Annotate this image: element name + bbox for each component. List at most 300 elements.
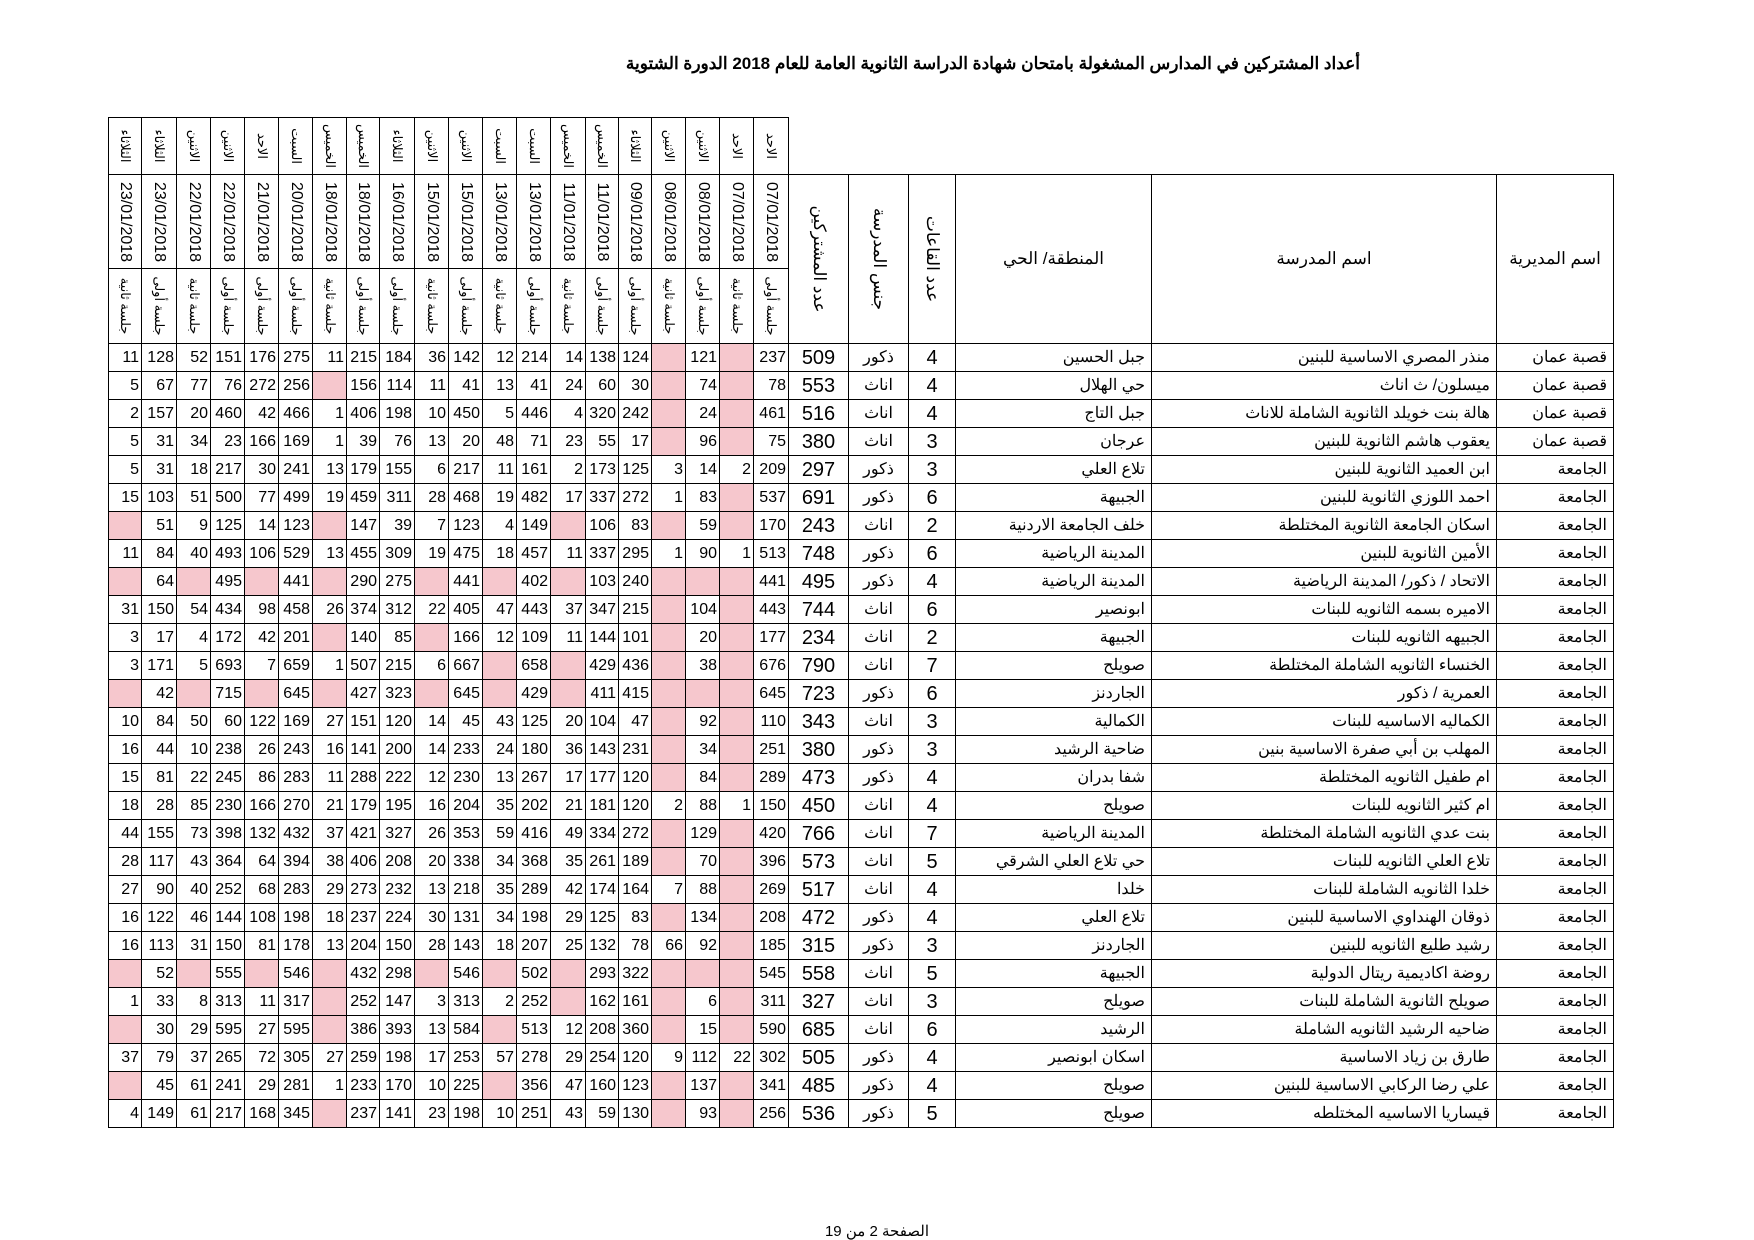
count-cell	[415, 680, 449, 708]
count-cell: 103	[142, 484, 177, 512]
count-cell: 289	[517, 876, 551, 904]
count-cell: 147	[380, 988, 415, 1016]
count-cell: 149	[517, 512, 551, 540]
participants-cell: 343	[789, 708, 849, 736]
count-cell	[415, 568, 449, 596]
count-cell: 398	[211, 820, 245, 848]
participants-cell: 790	[789, 652, 849, 680]
count-cell: 76	[380, 428, 415, 456]
count-cell	[720, 484, 754, 512]
count-cell: 311	[754, 988, 789, 1016]
count-cell: 43	[551, 1100, 586, 1128]
count-cell: 47	[619, 708, 652, 736]
participants-cell: 380	[789, 428, 849, 456]
count-cell: 215	[619, 596, 652, 624]
count-cell: 251	[517, 1100, 551, 1128]
count-cell: 125	[619, 456, 652, 484]
date-header	[754, 175, 789, 269]
count-cell	[720, 568, 754, 596]
gender-cell: ذكور	[849, 484, 909, 512]
school-cell: المهلب بن أبي صفرة الاساسية بنين	[1152, 736, 1497, 764]
count-cell: 11	[313, 764, 347, 792]
date-header	[586, 175, 619, 269]
session-header-text: جلسة ثانية	[561, 277, 576, 335]
count-cell: 243	[279, 736, 313, 764]
count-cell	[652, 988, 686, 1016]
date-header-text: 13/01/2018	[525, 181, 543, 262]
count-cell: 169	[279, 708, 313, 736]
count-cell: 101	[619, 624, 652, 652]
table-row	[109, 428, 1614, 456]
count-cell: 85	[177, 792, 211, 820]
count-cell: 60	[211, 708, 245, 736]
date-header	[686, 175, 720, 269]
participants-cell: 573	[789, 848, 849, 876]
day-header	[619, 118, 652, 175]
gender-cell: ذكور	[849, 1100, 909, 1128]
count-cell: 360	[619, 1016, 652, 1044]
count-cell: 55	[586, 428, 619, 456]
count-cell: 41	[517, 372, 551, 400]
count-cell: 259	[347, 1044, 380, 1072]
count-cell: 11	[415, 372, 449, 400]
date-header-text: 22/01/2018	[219, 181, 237, 262]
table-row	[109, 736, 1614, 764]
day-header	[449, 118, 483, 175]
session-header	[551, 269, 586, 344]
count-cell: 106	[586, 512, 619, 540]
count-cell: 237	[347, 904, 380, 932]
school-cell: طارق بن زياد الاساسية	[1152, 1044, 1497, 1072]
count-cell: 237	[754, 344, 789, 372]
count-cell: 29	[177, 1016, 211, 1044]
count-cell: 144	[586, 624, 619, 652]
gender-cell: اناث	[849, 624, 909, 652]
session-header-text: جلسة ثانية	[322, 277, 338, 335]
directorate-cell: الجامعة	[1497, 736, 1614, 764]
count-cell: 475	[449, 540, 483, 568]
count-cell: 441	[279, 568, 313, 596]
gender-cell: اناث	[849, 1016, 909, 1044]
day-header	[313, 118, 347, 175]
count-cell	[720, 1016, 754, 1044]
school-cell: الأمين الثانوية للبنين	[1152, 540, 1497, 568]
session-header	[313, 269, 347, 344]
count-cell: 24	[551, 372, 586, 400]
count-cell: 241	[211, 1072, 245, 1100]
count-cell: 429	[517, 680, 551, 708]
count-cell: 121	[686, 344, 720, 372]
count-cell: 302	[754, 1044, 789, 1072]
date-header-text: 13/01/2018	[491, 181, 509, 262]
participants-cell: 553	[789, 372, 849, 400]
count-cell: 198	[380, 400, 415, 428]
count-cell: 676	[754, 652, 789, 680]
school-cell: ضاحيه الرشيد الثانويه الشاملة	[1152, 1016, 1497, 1044]
count-cell: 545	[754, 960, 789, 988]
count-cell: 341	[754, 1072, 789, 1100]
directorate-cell: الجامعة	[1497, 904, 1614, 932]
day-header	[551, 118, 586, 175]
date-header-text: 09/01/2018	[627, 181, 644, 262]
count-cell	[720, 652, 754, 680]
count-cell: 92	[686, 708, 720, 736]
count-cell: 12	[415, 764, 449, 792]
area-cell: المدينة الرياضية	[956, 820, 1152, 848]
count-cell: 443	[754, 596, 789, 624]
session-header-text: جلسة ثانية	[118, 277, 133, 335]
participants-cell: 380	[789, 736, 849, 764]
table-row	[109, 512, 1614, 540]
count-cell: 124	[619, 344, 652, 372]
count-cell: 290	[347, 568, 380, 596]
count-cell: 320	[586, 400, 619, 428]
table-row	[109, 708, 1614, 736]
gender-header	[849, 175, 909, 344]
count-cell: 254	[586, 1044, 619, 1072]
day-header-text: الثلاثاء	[118, 129, 133, 163]
count-cell: 237	[347, 1100, 380, 1128]
directorate-cell: الجامعة	[1497, 792, 1614, 820]
count-cell: 185	[754, 932, 789, 960]
count-cell: 161	[517, 456, 551, 484]
count-cell: 298	[380, 960, 415, 988]
count-cell	[720, 932, 754, 960]
count-cell: 114	[380, 372, 415, 400]
count-cell: 1	[313, 1072, 347, 1100]
count-cell: 256	[279, 372, 313, 400]
count-cell: 9	[177, 512, 211, 540]
area-cell: صويلح	[956, 988, 1152, 1016]
count-cell	[652, 624, 686, 652]
participants-cell: 473	[789, 764, 849, 792]
count-cell: 482	[517, 484, 551, 512]
date-header	[551, 175, 586, 269]
count-cell: 30	[619, 372, 652, 400]
directorate-cell: الجامعة	[1497, 1044, 1614, 1072]
halls-cell: 6	[909, 1016, 956, 1044]
count-cell: 394	[279, 848, 313, 876]
school-cell: تلاع العلي الثانويه للبنات	[1152, 848, 1497, 876]
participants-table	[108, 117, 1614, 1128]
participants-cell: 536	[789, 1100, 849, 1128]
count-cell	[652, 960, 686, 988]
directorate-cell: الجامعة	[1497, 1016, 1614, 1044]
count-cell: 74	[686, 372, 720, 400]
count-cell: 26	[313, 596, 347, 624]
count-cell: 151	[211, 344, 245, 372]
count-cell: 35	[551, 848, 586, 876]
count-cell: 125	[586, 904, 619, 932]
gender-cell: اناث	[849, 400, 909, 428]
school-cell: روضة اكاديمية ريتال الدولية	[1152, 960, 1497, 988]
session-header-text: جلسة أولى	[526, 276, 542, 336]
count-cell: 143	[449, 932, 483, 960]
session-header-text: جلسة أولى	[288, 276, 304, 336]
count-cell: 179	[347, 456, 380, 484]
count-cell: 78	[754, 372, 789, 400]
gender-cell: ذكور	[849, 736, 909, 764]
count-cell: 555	[211, 960, 245, 988]
date-header	[279, 175, 313, 269]
count-cell: 595	[279, 1016, 313, 1044]
count-cell: 19	[483, 484, 517, 512]
count-cell	[415, 960, 449, 988]
count-cell: 218	[449, 876, 483, 904]
count-cell: 3	[109, 652, 142, 680]
gender-cell: ذكور	[849, 540, 909, 568]
count-cell: 27	[313, 1044, 347, 1072]
count-cell: 345	[279, 1100, 313, 1128]
participants-cell: 495	[789, 568, 849, 596]
count-cell: 502	[517, 960, 551, 988]
count-cell: 109	[517, 624, 551, 652]
session-header	[586, 269, 619, 344]
date-header	[652, 175, 686, 269]
participants-cell: 234	[789, 624, 849, 652]
count-cell: 141	[380, 1100, 415, 1128]
count-cell: 169	[279, 428, 313, 456]
count-cell: 184	[380, 344, 415, 372]
count-cell: 459	[347, 484, 380, 512]
count-cell: 43	[177, 848, 211, 876]
count-cell: 18	[483, 540, 517, 568]
count-cell: 312	[380, 596, 415, 624]
directorate-cell: الجامعة	[1497, 596, 1614, 624]
count-cell: 174	[586, 876, 619, 904]
gender-cell: اناث	[849, 988, 909, 1016]
school-cell: ابن العميد الثانوية للبنين	[1152, 456, 1497, 484]
session-header	[415, 269, 449, 344]
count-cell: 177	[586, 764, 619, 792]
date-header-text: 16/01/2018	[389, 181, 406, 262]
count-cell: 23	[551, 428, 586, 456]
table-row	[109, 652, 1614, 680]
count-cell: 208	[586, 1016, 619, 1044]
count-cell	[483, 652, 517, 680]
count-cell: 252	[517, 988, 551, 1016]
count-cell	[245, 568, 279, 596]
count-cell: 35	[483, 876, 517, 904]
count-cell: 275	[279, 344, 313, 372]
count-cell: 269	[754, 876, 789, 904]
count-cell: 72	[245, 1044, 279, 1072]
count-cell: 217	[211, 456, 245, 484]
count-cell: 202	[517, 792, 551, 820]
count-cell: 338	[449, 848, 483, 876]
count-cell: 10	[483, 1100, 517, 1128]
count-cell: 7	[652, 876, 686, 904]
session-header	[109, 269, 142, 344]
directorate-cell: الجامعة	[1497, 848, 1614, 876]
count-cell: 251	[754, 736, 789, 764]
day-header	[245, 118, 279, 175]
day-header	[142, 118, 177, 175]
count-cell: 4	[177, 624, 211, 652]
count-cell: 386	[347, 1016, 380, 1044]
count-cell: 16	[313, 736, 347, 764]
table-row	[109, 848, 1614, 876]
count-cell: 37	[109, 1044, 142, 1072]
count-cell: 45	[449, 708, 483, 736]
school-cell: الجبيهه الثانويه للبنات	[1152, 624, 1497, 652]
school-cell: بنت عدي الثانويه الشاملة المختلطة	[1152, 820, 1497, 848]
count-cell: 59	[686, 512, 720, 540]
day-header-text: الاثنين	[458, 129, 474, 163]
count-cell: 14	[415, 708, 449, 736]
session-header	[483, 269, 517, 344]
area-cell: المدينة الرياضية	[956, 568, 1152, 596]
count-cell: 51	[142, 512, 177, 540]
count-cell: 106	[245, 540, 279, 568]
count-cell: 10	[177, 736, 211, 764]
count-cell	[109, 568, 142, 596]
count-cell: 64	[142, 568, 177, 596]
count-cell: 659	[279, 652, 313, 680]
count-cell	[483, 1072, 517, 1100]
count-cell	[313, 1016, 347, 1044]
count-cell	[686, 680, 720, 708]
count-cell: 34	[177, 428, 211, 456]
count-cell: 10	[415, 1072, 449, 1100]
count-cell	[720, 372, 754, 400]
area-header: المنطقة/ الحي	[956, 175, 1152, 344]
count-cell	[652, 1072, 686, 1100]
count-cell: 283	[279, 764, 313, 792]
halls-cell: 4	[909, 876, 956, 904]
count-cell: 13	[313, 456, 347, 484]
count-cell	[720, 1072, 754, 1100]
session-header	[517, 269, 551, 344]
count-cell: 507	[347, 652, 380, 680]
directorate-cell: الجامعة	[1497, 484, 1614, 512]
date-header	[211, 175, 245, 269]
count-cell	[720, 344, 754, 372]
count-cell: 441	[449, 568, 483, 596]
count-cell: 21	[313, 792, 347, 820]
count-cell: 441	[754, 568, 789, 596]
area-cell: حي تلاع العلي الشرقي	[956, 848, 1152, 876]
count-cell	[483, 568, 517, 596]
count-cell: 513	[517, 1016, 551, 1044]
count-cell	[720, 848, 754, 876]
count-cell: 68	[245, 876, 279, 904]
count-cell: 537	[754, 484, 789, 512]
count-cell: 83	[686, 484, 720, 512]
table-row	[109, 1100, 1614, 1128]
count-cell: 241	[279, 456, 313, 484]
count-cell: 406	[347, 848, 380, 876]
count-cell: 658	[517, 652, 551, 680]
count-cell: 50	[177, 708, 211, 736]
count-cell: 405	[449, 596, 483, 624]
count-cell: 5	[109, 456, 142, 484]
directorate-cell: الجامعة	[1497, 820, 1614, 848]
table-row	[109, 456, 1614, 484]
count-cell: 1	[720, 792, 754, 820]
session-header	[245, 269, 279, 344]
count-cell: 432	[279, 820, 313, 848]
count-cell: 230	[449, 764, 483, 792]
count-cell: 177	[754, 624, 789, 652]
count-cell: 59	[483, 820, 517, 848]
halls-cell: 5	[909, 960, 956, 988]
school-cell: ام طفيل الثانويه المختلطة	[1152, 764, 1497, 792]
session-header-text: جلسة ثانية	[729, 277, 745, 335]
gender-cell: ذكور	[849, 904, 909, 932]
count-cell: 22	[177, 764, 211, 792]
count-cell: 77	[177, 372, 211, 400]
count-cell	[652, 708, 686, 736]
count-cell: 150	[211, 932, 245, 960]
table-row	[109, 932, 1614, 960]
page-number: الصفحة 2 من 19	[824, 1223, 930, 1240]
date-header	[245, 175, 279, 269]
area-cell: صويلح	[956, 1100, 1152, 1128]
count-cell: 513	[754, 540, 789, 568]
count-cell: 125	[517, 708, 551, 736]
directorate-header: اسم المديرية	[1497, 175, 1614, 344]
count-cell	[177, 960, 211, 988]
count-cell: 595	[211, 1016, 245, 1044]
area-cell: ابونصير	[956, 596, 1152, 624]
halls-cell: 3	[909, 736, 956, 764]
session-header	[720, 269, 754, 344]
count-cell: 178	[279, 932, 313, 960]
date-header	[347, 175, 380, 269]
count-cell	[686, 960, 720, 988]
count-cell: 5	[177, 652, 211, 680]
count-cell: 209	[754, 456, 789, 484]
count-cell: 44	[142, 736, 177, 764]
date-header-text: 20/01/2018	[287, 181, 305, 262]
count-cell: 273	[347, 876, 380, 904]
count-cell: 13	[483, 764, 517, 792]
day-header-text: الاثنين	[695, 129, 711, 163]
count-cell: 238	[211, 736, 245, 764]
count-cell	[652, 848, 686, 876]
count-cell: 125	[211, 512, 245, 540]
count-cell: 144	[211, 904, 245, 932]
halls-cell: 3	[909, 988, 956, 1016]
count-cell: 112	[686, 1044, 720, 1072]
count-cell: 37	[551, 596, 586, 624]
date-header-text: 15/01/2018	[457, 181, 475, 262]
count-cell: 37	[177, 1044, 211, 1072]
count-cell: 233	[347, 1072, 380, 1100]
count-cell: 16	[109, 904, 142, 932]
table-row	[109, 988, 1614, 1016]
count-cell: 13	[415, 1016, 449, 1044]
area-cell: الرشيد	[956, 1016, 1152, 1044]
count-cell: 29	[551, 904, 586, 932]
count-cell: 242	[619, 400, 652, 428]
school-cell: ذوقان الهنداوي الاساسية للبنين	[1152, 904, 1497, 932]
school-cell: الاتحاد / ذكور/ المدينة الرياضية	[1152, 568, 1497, 596]
school-cell: ميسلون/ ث اناث	[1152, 372, 1497, 400]
day-header	[652, 118, 686, 175]
count-cell: 42	[142, 680, 177, 708]
count-cell: 245	[211, 764, 245, 792]
table-row	[109, 484, 1614, 512]
gender-cell: اناث	[849, 596, 909, 624]
count-cell: 180	[517, 736, 551, 764]
count-cell: 402	[517, 568, 551, 596]
count-cell: 36	[415, 344, 449, 372]
count-cell: 123	[279, 512, 313, 540]
count-cell: 645	[754, 680, 789, 708]
day-header	[109, 118, 142, 175]
